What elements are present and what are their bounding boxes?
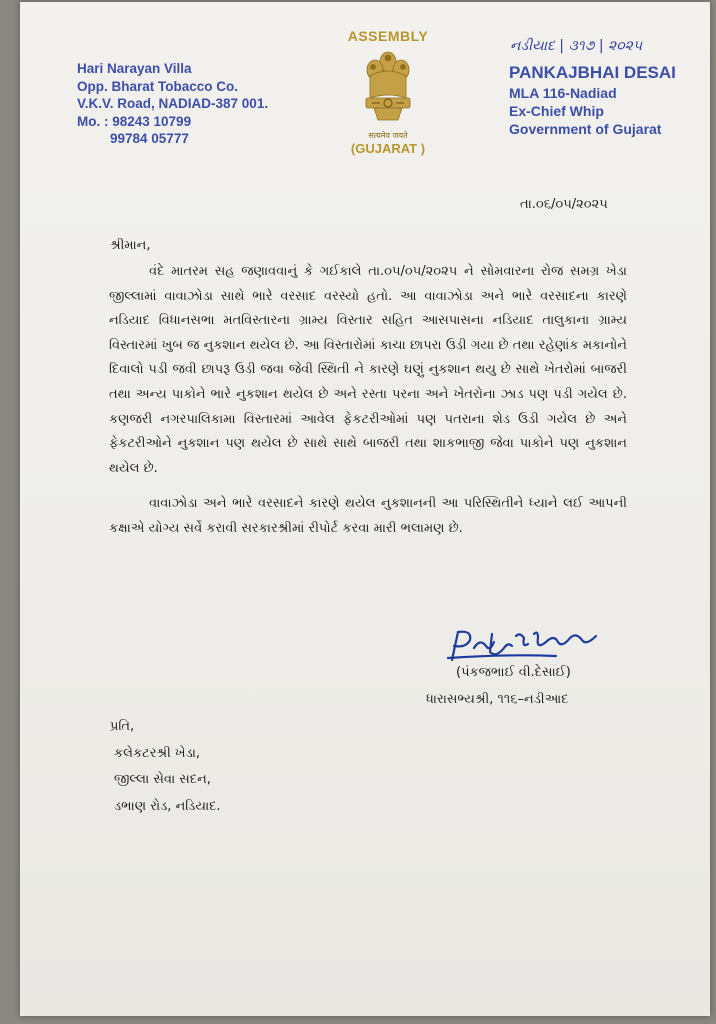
sender-designation: Government of Gujarat — [509, 121, 662, 137]
salutation: શ્રીમાન, — [110, 238, 151, 253]
letter-date: તા.૦૬/૦૫/૨૦૨૫ — [520, 197, 608, 212]
signatory-name: (પંકજભાઈ વી.દેસાઈ) — [456, 665, 571, 680]
ashoka-emblem-icon — [360, 46, 416, 134]
sender-designation: Ex-Chief Whip — [509, 103, 604, 119]
assembly-label: ASSEMBLY — [347, 28, 429, 44]
sender-address — [77, 60, 268, 148]
phone-line: Mo. : 98243 10799 — [77, 113, 192, 129]
emblem-motto: सत्यमेव जयते — [368, 131, 408, 140]
gujarat-label: (GUJARAT ) — [350, 141, 426, 156]
recipient-line: જીલ્લા સેવા સદન, — [114, 772, 211, 787]
address-line: Opp. Bharat Tobacco Co. — [77, 78, 239, 94]
letter-body — [109, 260, 627, 542]
body-paragraph: વંદે માતરમ સહ જણાવવાનું કે ગઈકાલે તા.૦૫/૦૫/૨૦૨૫ ને સોમવારના રોજ સમગ્ર ખેડા જીલ્લામાં વાવાઝોડા સાથે ભારે વરસાદ વરસ્યો હતો. આ વાવાઝોડા અને ભારે વરસાદના કારણે નડિયાદ વિધાનસભા મતવિસ્તારના ગ્રામ્ય વિસ્તાર સહિત આસપાસના નડિયાદ તાલુકાના ગ્રામ્ય વિસ્તારમાં ખુબ જ નુકશાન થયેલ છે. આ વિસ્તારોમાં કાચા છાપરા ઉડી ગયા છે તથા રહેણાંક મકાનોને દિવાલો પડી જવી છાપરૂ ઉડી જવા જેવી સ્થિતી ને કારણે ઘણું નુકશાન થયુ છે સાથે ખેતરોમાં બાજરી તથા અન્ય પાકોને ભારે નુકશાન થયેલ છે અને રસ્તા પરના અને ખેતરોના ઝાડ પણ પડી ગયેલ છે. કણજરી નગરપાલિકામા વિસ્તારમાં આવેલ ફેકટરીઓમાં પણ પતરાના શેડ ઉડી ગયેલ છે અને ફેકટરીઓને નુકશાન પણ થયેલ છે સાથે સાથે બાજરી તથા શાકભાજી જેવા પાકોને પણ નુકશાન થયેલ છે. — [109, 264, 627, 476]
recipient-block — [110, 714, 221, 820]
recipient-label: પ્રતિ, — [110, 719, 135, 734]
body-paragraph: વાવાઝોડા અને ભારે વરસાદને કારણે થયેલ નુકશાનની આ પરિસ્થિતીને ધ્યાને લઈ આપની કક્ષાએ યોગ્ય સર્વે કરાવી સરકારશ્રીમાં રીપોર્ટ કરવા મારી ભલામણ છે. — [109, 496, 627, 536]
sender-designation: MLA 116-Nadiad — [509, 85, 617, 101]
recipient-line: કલેકટરશ્રી ખેડા, — [114, 745, 201, 761]
sender-name: PANKAJBHAI DESAI — [509, 63, 676, 82]
sender-identity — [509, 62, 676, 138]
signatory-title: ધારાસભ્યશ્રી, ૧૧૬–નડીઆદ — [426, 692, 569, 707]
phone-line: 99784 05777 — [110, 131, 189, 146]
letter-page — [20, 2, 710, 1016]
address-line: Hari Narayan Villa — [77, 61, 192, 76]
assembly-emblem — [340, 28, 436, 156]
signature-icon — [446, 628, 606, 664]
address-line: V.K.V. Road, NADIAD-387 001. — [77, 96, 269, 111]
reference-stamp: નડીયાદ | ૩૧૭ | ૨૦૨૫ — [510, 38, 643, 54]
recipient-line: ડભાણ રોડ, નડિયાદ. — [114, 798, 221, 814]
